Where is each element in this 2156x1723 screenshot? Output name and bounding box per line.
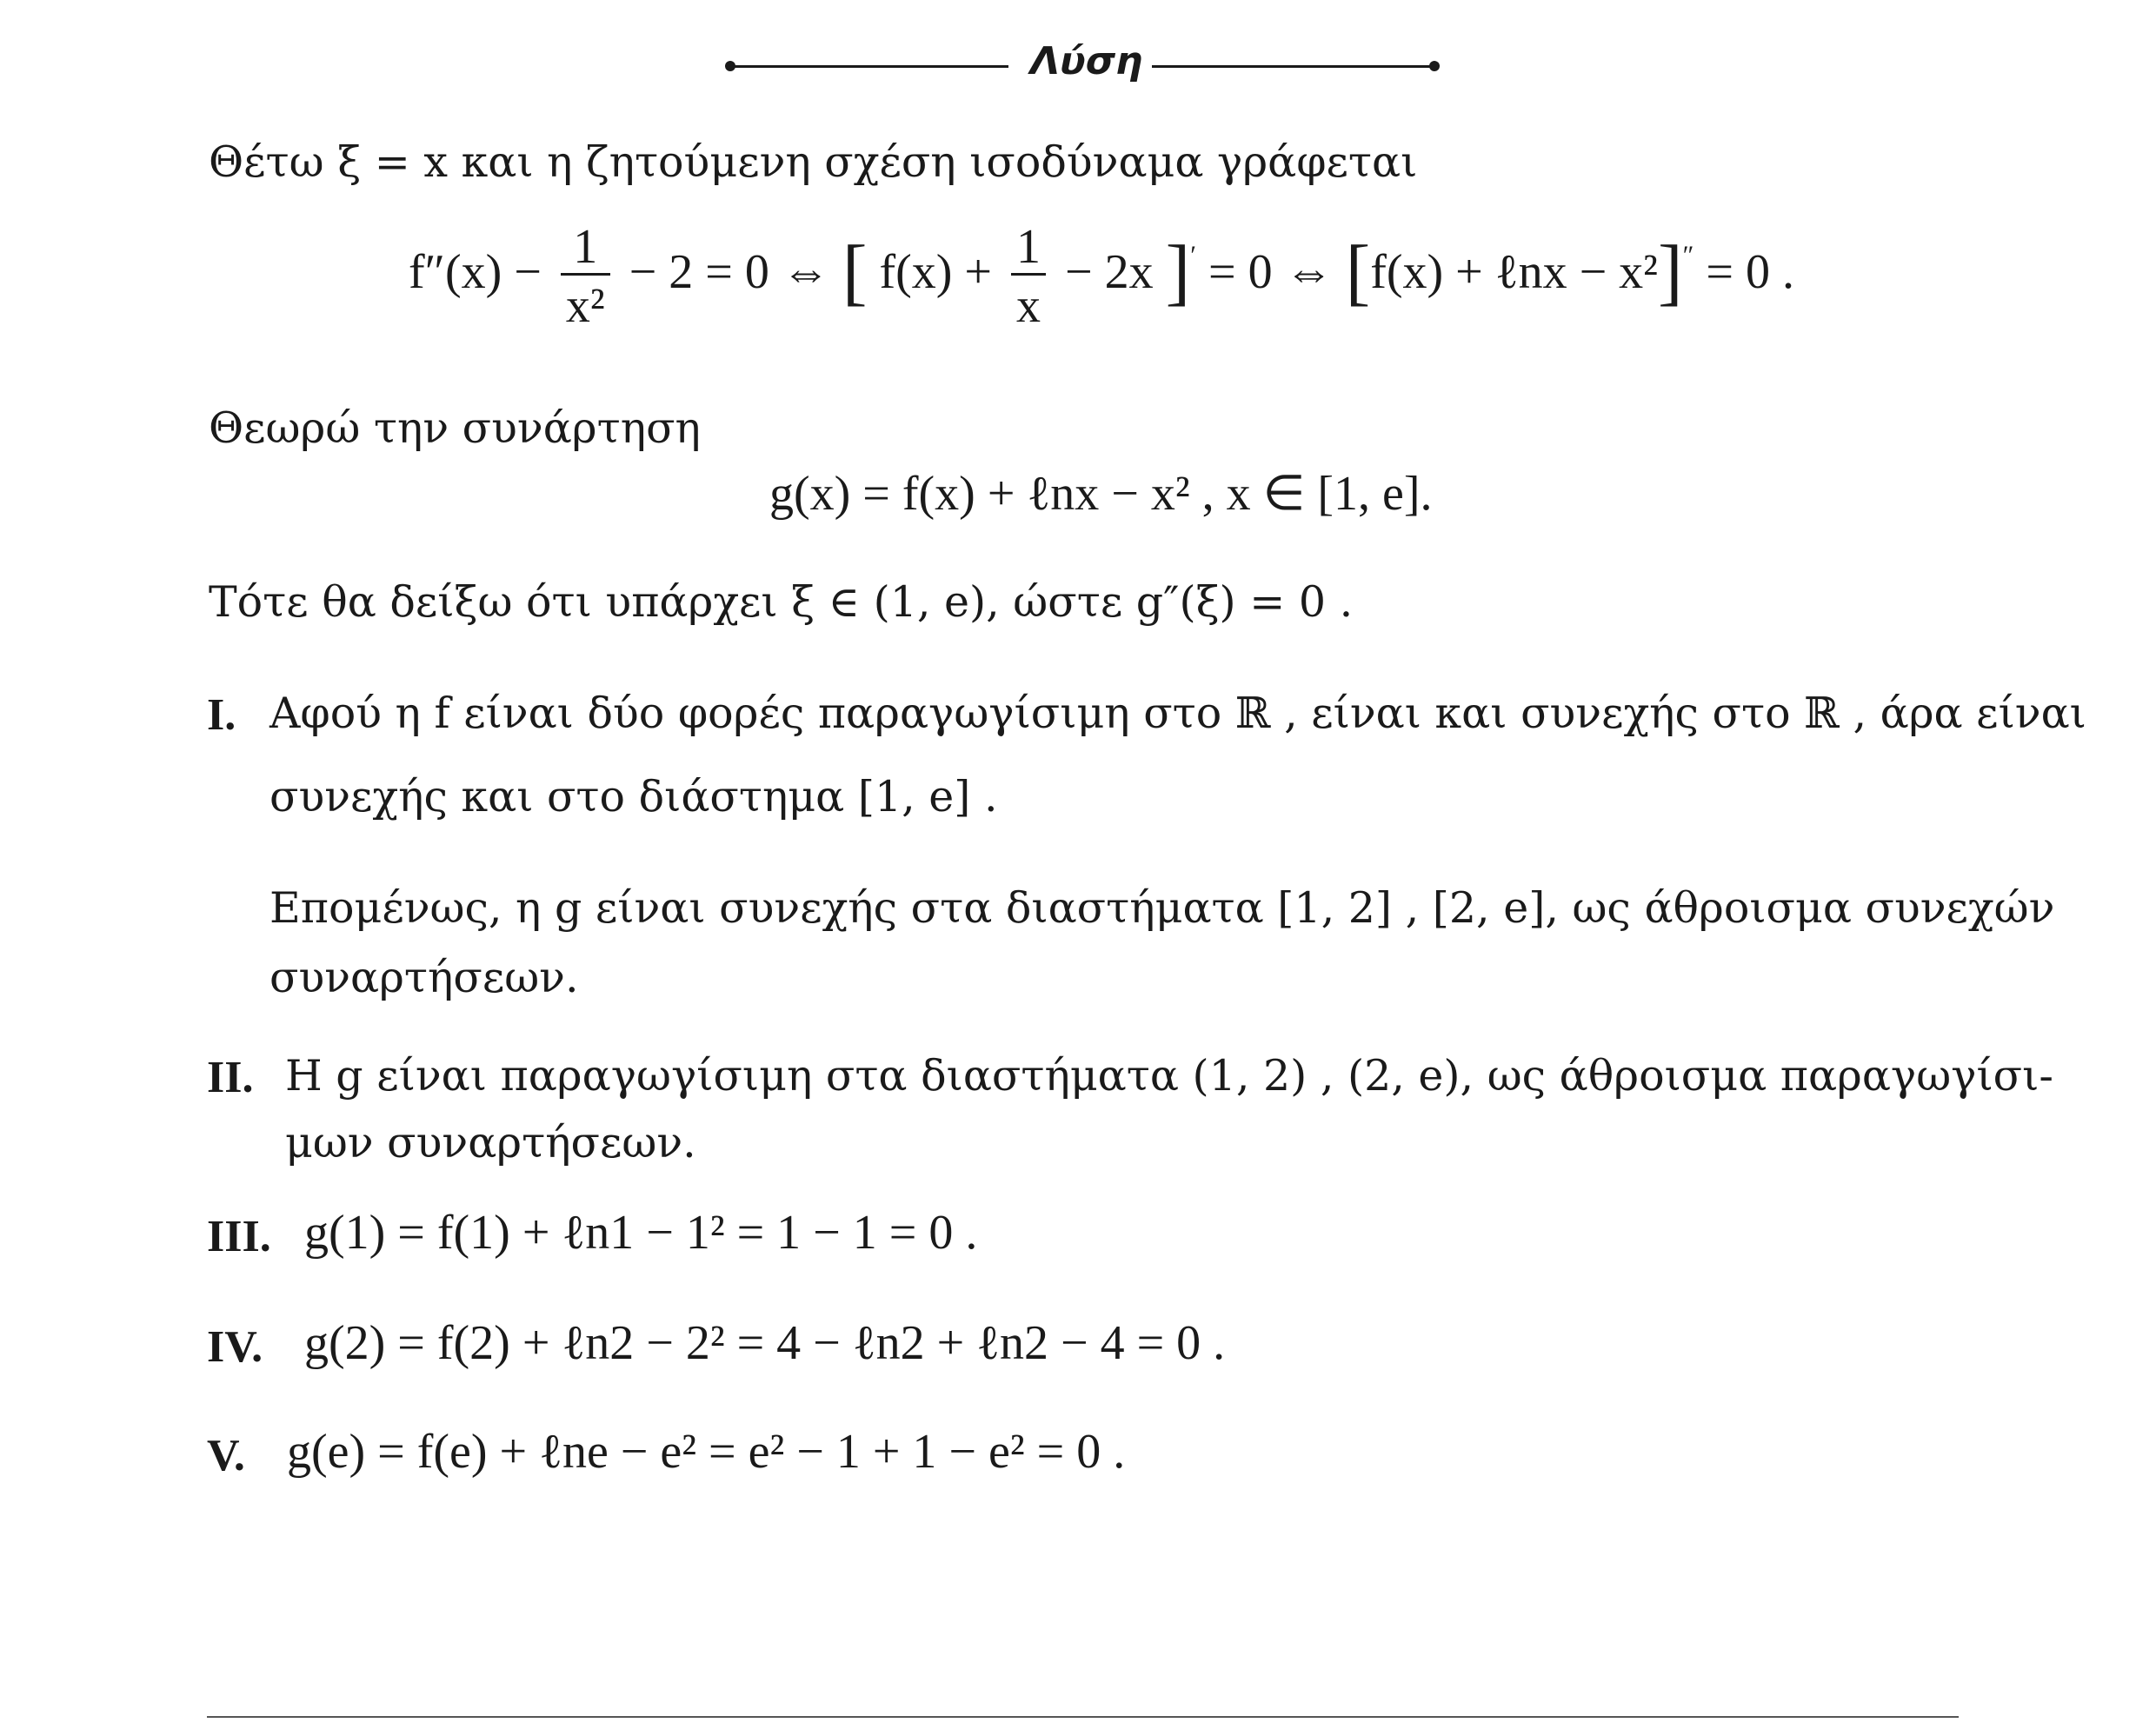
second-derivative-prime: ″ [1682,240,1694,270]
item-I-line3: Επομένως, η g είναι συνεχής στα διαστήματα [1, 2] , [2, e], ως άθροισμα συνεχών [270,883,2055,933]
item-label-V: V. [207,1431,245,1480]
left-bracket: [ [1345,230,1371,314]
eq-part-c: f(x) + [879,245,992,300]
fraction-1-over-x [1011,222,1046,332]
footer-rule [207,1716,1959,1718]
eq-part-d: − 2x [1065,245,1154,300]
header-left-rule [730,65,1008,68]
item-label-III: III. [207,1212,271,1261]
main-equation [409,222,1794,332]
item-label-IV: IV. [207,1322,263,1372]
item-I-line4: συναρτήσεων. [270,953,579,1002]
fraction-denominator: x² [561,273,610,332]
item-I-line1: Αφού η f είναι δύο φορές παραγωγίσιμη στο ℝ , είναι και συνεχής στο ℝ , άρα είναι [270,689,2086,738]
fraction-numerator: 1 [1016,220,1041,274]
fraction-numerator: 1 [573,220,598,274]
derivative-prime: ′ [1190,240,1196,270]
intro-text: Θέτω ξ = x και η ζητούμενη σχέση ισοδύναμα γράφεται [209,137,1418,187]
eq-part-e: = 0 ⇔ [1208,245,1334,300]
item-II-line2: μων συναρτήσεων. [285,1118,696,1168]
g-definition: g(x) = f(x) + ℓnx − x² , x ∈ [1, e]. [769,467,1433,521]
eq-part-b: − 2 = 0 ⇔ [629,245,830,300]
eq-part-f: f(x) + ℓnx − x² [1370,245,1658,300]
left-bracket: [ [842,230,868,314]
right-bracket: ] [1165,230,1191,314]
item-I-line2: συνεχής και στο διάστημα [1, e] . [270,772,998,822]
section-title: Λύση [1030,39,1143,83]
eq-part-a: f″(x) − [409,245,542,300]
header-right-rule [1152,65,1434,68]
right-bracket: ] [1657,230,1683,314]
header-right-dot [1429,61,1440,71]
item-II-line1: Η g είναι παραγωγίσιμη στα διαστήματα (1, 2) , (2, e), ως άθροισμα παραγωγίσι- [285,1051,2053,1101]
item-label-I: I. [207,690,236,740]
eq-part-g: = 0 . [1706,245,1795,300]
item-III-equation: g(1) = f(1) + ℓn1 − 1² = 1 − 1 = 0 . [304,1206,978,1260]
fraction-denominator: x [1011,273,1046,332]
item-label-II: II. [207,1053,254,1102]
then-text: Τότε θα δείξω ότι υπάρχει ξ ∈ (1, e), ώστε g″(ξ) = 0 . [209,577,1354,627]
consider-text: Θεωρώ την συνάρτηση [209,403,701,453]
item-IV-equation: g(2) = f(2) + ℓn2 − 2² = 4 − ℓn2 + ℓn2 − 4 = 0 . [304,1316,1226,1370]
fraction-1-over-x2 [561,222,610,332]
item-V-equation: g(e) = f(e) + ℓne − e² = e² − 1 + 1 − e² = 0 . [287,1425,1126,1479]
